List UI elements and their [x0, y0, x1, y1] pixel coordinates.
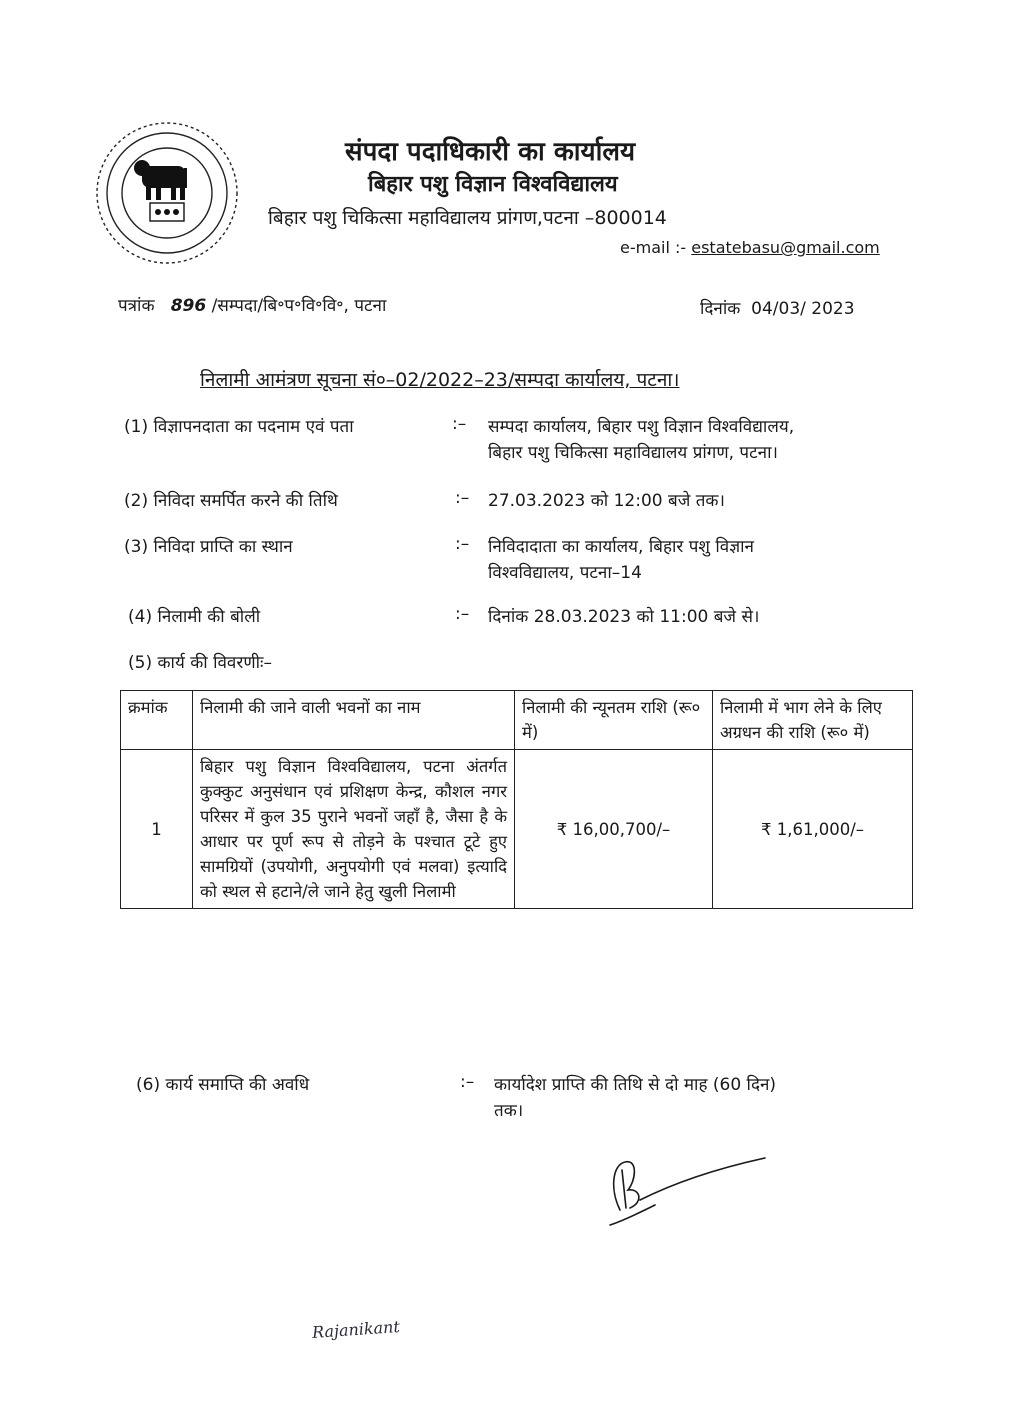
handwritten-signature: Rajanikant: [311, 1316, 401, 1343]
header-serial: क्रमांक: [121, 691, 193, 750]
cell-description: बिहार पशु विज्ञान विश्वविद्यालय, पटना अंतर्गत कुक्कुट अनुसंधान एवं प्रशिक्षण केन्द्र, कौशल नगर परिसर में कुल 35 पुराने भवनों जहाँ है, जैसा है के आधार पर पूर्ण रूप से तोड़ने के पश्चात टूटे हुए सामग्रियों (उपयोगी, अनुपयोगी एवं मलवा) इत्यादि को स्थल से हटाने/ले जाने हेतु खुली निलामी: [193, 750, 515, 909]
item-1-value: सम्पदा कार्यालय, बिहार पशु विज्ञान विश्वविद्यालय, बिहार पशु चिकित्सा महाविद्यालय प्रांगण, पटना।: [488, 417, 795, 463]
item-6-value: कार्यादेश प्राप्ति की तिथि से दो माह (60 दिन) तक।: [494, 1075, 777, 1121]
item-3-label: (3) निविदा प्राप्ति का स्थान: [124, 537, 293, 557]
item-1-label: (1) विज्ञापनदाता का पदनाम एवं पता: [124, 417, 354, 437]
cell-min-amount: ₹ 16,00,700/–: [515, 750, 713, 909]
notice-title: निलामी आमंत्रण सूचना सं०–02/2022–23/सम्पदा कार्यालय, पटना।: [200, 369, 680, 391]
university-name: बिहार पशु विज्ञान विश्वविद्यालय: [368, 172, 618, 197]
cell-serial: 1: [121, 750, 193, 909]
item-2-sep: :–: [455, 488, 470, 508]
item-1-sep: :–: [452, 414, 467, 434]
reference-suffix: /सम्पदा/बि॰प॰वि॰वि॰, पटना: [211, 296, 387, 316]
item-3-value: निविदादाता का कार्यालय, बिहार पशु विज्ञान विश्वविद्यालय, पटना–14: [488, 537, 754, 583]
table-header-row: [121, 691, 913, 750]
header-deposit: निलामी में भाग लेने के लिए अग्रधन की राशि (रू० में): [713, 691, 913, 750]
item-6-sep: :–: [460, 1072, 475, 1092]
date-value: 04/03/ 2023: [751, 299, 855, 319]
item-2-label: (2) निविदा समर्पित करने की तिथि: [124, 491, 338, 511]
reference-prefix: पत्रांक: [118, 296, 155, 316]
header-min-amount: निलामी की न्यूनतम राशि (रू० में): [515, 691, 713, 750]
email-label: e-mail :-: [620, 238, 687, 257]
officer-signature: [600, 1150, 770, 1230]
date-label: दिनांक: [700, 299, 741, 319]
works-table: [120, 690, 913, 909]
university-address: बिहार पशु चिकित्सा महाविद्यालय प्रांगण,पटना –800014: [268, 207, 667, 229]
reference-number: 896: [170, 296, 207, 316]
item-5-label: (5) कार्य की विवरणीः–: [128, 653, 272, 673]
reference-line: [118, 293, 386, 316]
table-row: [121, 750, 913, 909]
item-4-value: दिनांक 28.03.2023 को 11:00 बजे से।: [488, 607, 760, 627]
office-title: संपदा पदाधिकारी का कार्यालय: [345, 137, 636, 167]
item-2-value: 27.03.2023 को 12:00 बजे तक।: [488, 491, 725, 511]
email-line: [620, 238, 880, 257]
item-4-sep: :–: [455, 604, 470, 624]
item-4-label: (4) निलामी की बोली: [128, 607, 261, 627]
item-3-sep: :–: [455, 534, 470, 554]
email-link[interactable]: estatebasu@gmail.com: [691, 238, 880, 257]
date-line: [700, 296, 855, 319]
university-seal: [92, 118, 242, 268]
header-building: निलामी की जाने वाली भवनों का नाम: [193, 691, 515, 750]
item-6-label: (6) कार्य समाप्ति की अवधि: [136, 1075, 310, 1095]
cell-deposit: ₹ 1,61,000/–: [713, 750, 913, 909]
